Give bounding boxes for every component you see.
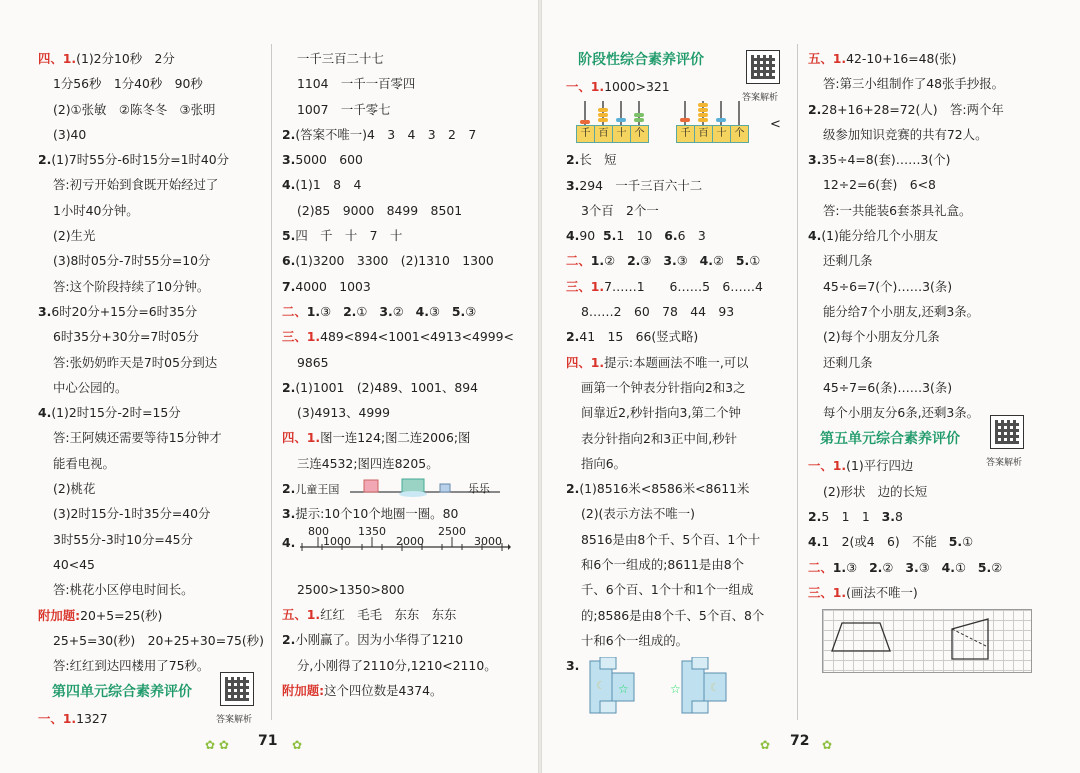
sprout-icon: ✿ — [292, 738, 303, 752]
tick-label: 800 — [308, 524, 329, 538]
sprout-icon: ✿ — [760, 738, 771, 752]
section-heading-unit5: 第五单元综合素养评价 答案解析 — [808, 425, 1004, 453]
answer-column-3 — [566, 46, 781, 713]
abacus-label: 千 — [676, 125, 695, 143]
section-heading-unit4: 第四单元综合素养评价 答案解析 — [38, 678, 264, 706]
answer-line: 5.四 千 十 7 十 — [282, 228, 403, 244]
answer-line: 3.35÷4=8(套)……3(个) — [808, 152, 951, 168]
grid-drawing — [808, 605, 1004, 669]
answer-column-2 — [282, 46, 514, 703]
answer-line: 6时35分+30分=7时05分 — [53, 329, 199, 345]
answer-line: 3.提示:10个10个地圈一圈。80 — [282, 506, 459, 522]
answer-line: 中心公园的。 — [53, 379, 128, 395]
answer-line: 一、1.1000>321 — [566, 79, 670, 94]
answer-line: 二、1.③ 2.① 3.② 4.③ 5.③ — [282, 303, 477, 319]
column-divider — [797, 44, 798, 720]
answer-line: 的;8586是由8个千、5个百、8个 — [581, 607, 765, 623]
qr-caption: 答案解析 — [216, 715, 253, 726]
answer-line: (2)生光 — [53, 228, 96, 244]
answer-line: 45÷7=6(条)……3(条) — [823, 379, 953, 395]
abacus-diagram — [566, 99, 781, 147]
answer-line: 2.小刚赢了。因为小华得了1210 — [282, 632, 464, 648]
answer-line: 能看电视。 — [53, 455, 115, 471]
answer-line: (2)形状 边的长短 — [823, 483, 928, 499]
answer-line: (2)(表示方法不唯一) — [581, 506, 695, 522]
answer-line: 7.4000 1003 — [282, 278, 371, 294]
answer-column-1 — [38, 46, 264, 732]
answer-line: (2)每个小朋友分几条 — [823, 329, 940, 345]
svg-text:☆: ☆ — [670, 682, 681, 697]
answer-line: 4.1 2(或4 6) 不能 5.① — [808, 534, 974, 550]
answer-line: 一、1.1327 — [38, 711, 108, 727]
page-number: 72 — [790, 733, 810, 749]
answer-line: 画第一个钟表分针指向2和3之 — [581, 379, 746, 395]
answer-line: 8516是由8个千、5个百、1个十 — [581, 531, 761, 547]
answer-line: 1007 一千零七 — [297, 101, 391, 117]
answer-line: 3时55分-3时10分=45分 — [53, 531, 193, 547]
answer-line: 二、1.③ 2.② 3.③ 4.① 5.② — [808, 559, 1003, 575]
answer-line: (3)8时05分-7时55分=10分 — [53, 253, 211, 269]
answer-line: 答:红红到达四楼用了75秒。 — [53, 658, 210, 674]
qr-code-icon[interactable] — [746, 50, 780, 84]
answer-line: 2.长 短 — [566, 152, 617, 168]
answer-line: 9865 — [297, 354, 329, 370]
answer-line: (3)2时15分-1时35分=40分 — [53, 506, 211, 522]
answer-line: 2.(1)1001 (2)489、1001、894 — [282, 379, 478, 395]
answer-line: 4.(1)2时15分-2时=15分 — [38, 405, 181, 421]
book-spine — [538, 0, 542, 773]
qr-caption: 答案解析 — [742, 93, 779, 103]
answer-line: 和6个一组成的;8611是由8个 — [581, 557, 744, 573]
answer-line: 一、1.(1)平行四边 — [808, 458, 914, 474]
qr-code-icon[interactable] — [990, 415, 1024, 449]
number-line: 4. 800 1350 2500 1000 2000 3000 — [282, 527, 514, 577]
answer-line: 答:一共能装6套茶具礼盒。 — [823, 202, 972, 218]
bonus-question-line: 附加题:20+5=25(秒) — [38, 607, 163, 623]
answer-line: (2)桃花 — [53, 481, 96, 497]
tick-label: 2000 — [396, 534, 424, 548]
answer-line: 答:桃花小区停电时间长。 — [53, 582, 194, 598]
qr-code-icon[interactable] — [220, 672, 254, 706]
answer-line: 四、1.提示:本题画法不唯一,可以 — [566, 354, 749, 370]
tick-label: 2500 — [438, 524, 466, 538]
answer-line: 十和6个一组成的。 — [581, 632, 689, 648]
answer-line: 还剩几条 — [823, 354, 873, 370]
tick-label: 1000 — [323, 534, 351, 548]
svg-text:☾: ☾ — [596, 679, 606, 693]
answer-line: 四、1.图一连124;图二连2006;图 — [282, 430, 471, 446]
answer-line: 1分56秒 1分40秒 90秒 — [53, 76, 203, 92]
shape-drawing — [822, 609, 1030, 671]
answer-line: 千、6个百、1个十和1个一组成 — [581, 582, 754, 598]
answer-line: (2)①张敏 ②陈冬冬 ③张明 — [53, 101, 216, 117]
answer-line: 1小时40分钟。 — [53, 202, 139, 218]
answer-line: 四、1.(1)2分10秒 2分 — [38, 51, 175, 66]
answer-line: 还剩几条 — [823, 253, 873, 269]
svg-text:☆: ☆ — [618, 682, 629, 697]
answer-line: 三、1.489<894<1001<4913<4999< — [282, 329, 514, 345]
answer-line: (2)85 9000 8499 8501 — [297, 202, 463, 218]
answer-line: 二、1.② 2.③ 3.③ 4.② 5.① — [566, 253, 761, 269]
answer-line: 答:这个阶段持续了10分钟。 — [53, 278, 210, 294]
answer-line: 4.90 5.1 10 6.6 3 — [566, 228, 706, 244]
abacus-label: 十 — [712, 125, 731, 143]
answer-line: 每个小朋友分6条,还剩3条。 — [823, 405, 980, 421]
answer-column-4 — [808, 46, 1023, 669]
abacus-label: 百 — [594, 125, 613, 143]
sprout-icon: ✿ ✿ — [205, 738, 229, 752]
answer-line: 五、1.红红 毛毛 东东 东东 — [282, 606, 457, 622]
section-heading-stage: 阶段性综合素养评价 答案解析 — [566, 46, 764, 74]
folding-net-diagram — [586, 657, 736, 717]
abacus-label: 十 — [612, 125, 631, 143]
answer-line: 级参加知识竞赛的共有72人。 — [823, 126, 988, 142]
answer-line: 8……2 60 78 44 93 — [581, 304, 735, 320]
answer-line: 一千三百二十七 — [297, 51, 384, 66]
answer-line: 答:王阿姨还需要等待15分钟才 — [53, 430, 222, 446]
answer-line: 2.(答案不唯一)4 3 4 3 2 7 — [282, 126, 477, 142]
answer-line: 三连4532;图四连8205。 — [297, 455, 439, 471]
answer-line: 3.294 一千三百六十二 — [566, 177, 703, 193]
answer-line: 2.28+16+28=72(人) 答:两个年 — [808, 101, 1004, 117]
answer-line: 2.(1)8516米<8586米<8611米 — [566, 481, 750, 497]
sprout-icon: ✿ — [822, 738, 833, 752]
answer-line: 表分针指向2和3正中间,秒针 — [581, 430, 738, 446]
answer-line: 分,小刚得了2110分,1210<2110。 — [297, 657, 497, 673]
answer-line: 2500>1350>800 — [297, 581, 405, 597]
answer-line: 4.(1)能分给几个小朋友 — [808, 228, 939, 244]
answer-line: 3.6时20分+15分=6时35分 — [38, 303, 198, 319]
answer-line: 能分给7个小朋友,还剩3条。 — [823, 303, 980, 319]
answer-line: 3. ☆ ☾ ☆ ☾ — [566, 653, 764, 713]
path-diagram-line: 2.儿童王国 乐乐 — [282, 476, 514, 501]
answer-line: (3)40 — [53, 126, 87, 142]
abacus-label: 个 — [730, 125, 749, 143]
tick-label: 3000 — [474, 534, 502, 548]
answer-line: 指向6。 — [581, 455, 627, 471]
answer-line: 答:初亏开始到食既开始经过了 — [53, 177, 219, 193]
answer-line: 2.5 1 1 3.8 — [808, 509, 903, 525]
answer-line: 2.(1)7时55分-6时15分=1时40分 — [38, 152, 230, 168]
answer-line: 25+5=30(秒) 20+25+30=75(秒) — [53, 632, 264, 648]
abacus-label: 百 — [694, 125, 713, 143]
answer-line: 五、1.42-10+16=48(张) — [808, 51, 957, 66]
answer-line: 三、1.7……1 6……5 6……4 — [566, 278, 763, 294]
answer-line: 4.(1)1 8 4 — [282, 177, 362, 193]
answer-line: 40<45 — [53, 556, 95, 572]
answer-line: 间靠近2,秒针指向3,第二个钟 — [581, 405, 741, 421]
bonus-question-line: 附加题:这个四位数是4374。 — [282, 682, 443, 698]
answer-line: 6.(1)3200 3300 (2)1310 1300 — [282, 253, 494, 269]
answer-line: 3个百 2个一 — [581, 202, 659, 218]
answer-line: 12÷2=6(套) 6<8 — [823, 177, 936, 193]
page-number: 71 — [258, 733, 278, 749]
answer-line: 2.41 15 66(竖式略) — [566, 329, 699, 345]
answer-line: (3)4913、4999 — [297, 405, 391, 421]
svg-text:☾: ☾ — [710, 681, 720, 695]
tick-label: 1350 — [358, 524, 386, 538]
answer-line: 三、1.(画法不唯一) — [808, 584, 918, 600]
qr-caption: 答案解析 — [986, 458, 1023, 469]
abacus-label: 千 — [576, 125, 595, 143]
answer-line: 答:第三小组制作了48张手抄报。 — [823, 76, 1005, 92]
answer-line: 答:张奶奶昨天是7时05分到达 — [53, 354, 218, 370]
answer-line: 1104 一千一百零四 — [297, 76, 416, 92]
abacus-label: 个 — [630, 125, 649, 143]
column-divider — [271, 44, 272, 720]
answer-line: 3.5000 600 — [282, 152, 363, 168]
answer-line: 45÷6=7(个)……3(条) — [823, 278, 953, 294]
compare-symbol: < — [770, 117, 781, 133]
